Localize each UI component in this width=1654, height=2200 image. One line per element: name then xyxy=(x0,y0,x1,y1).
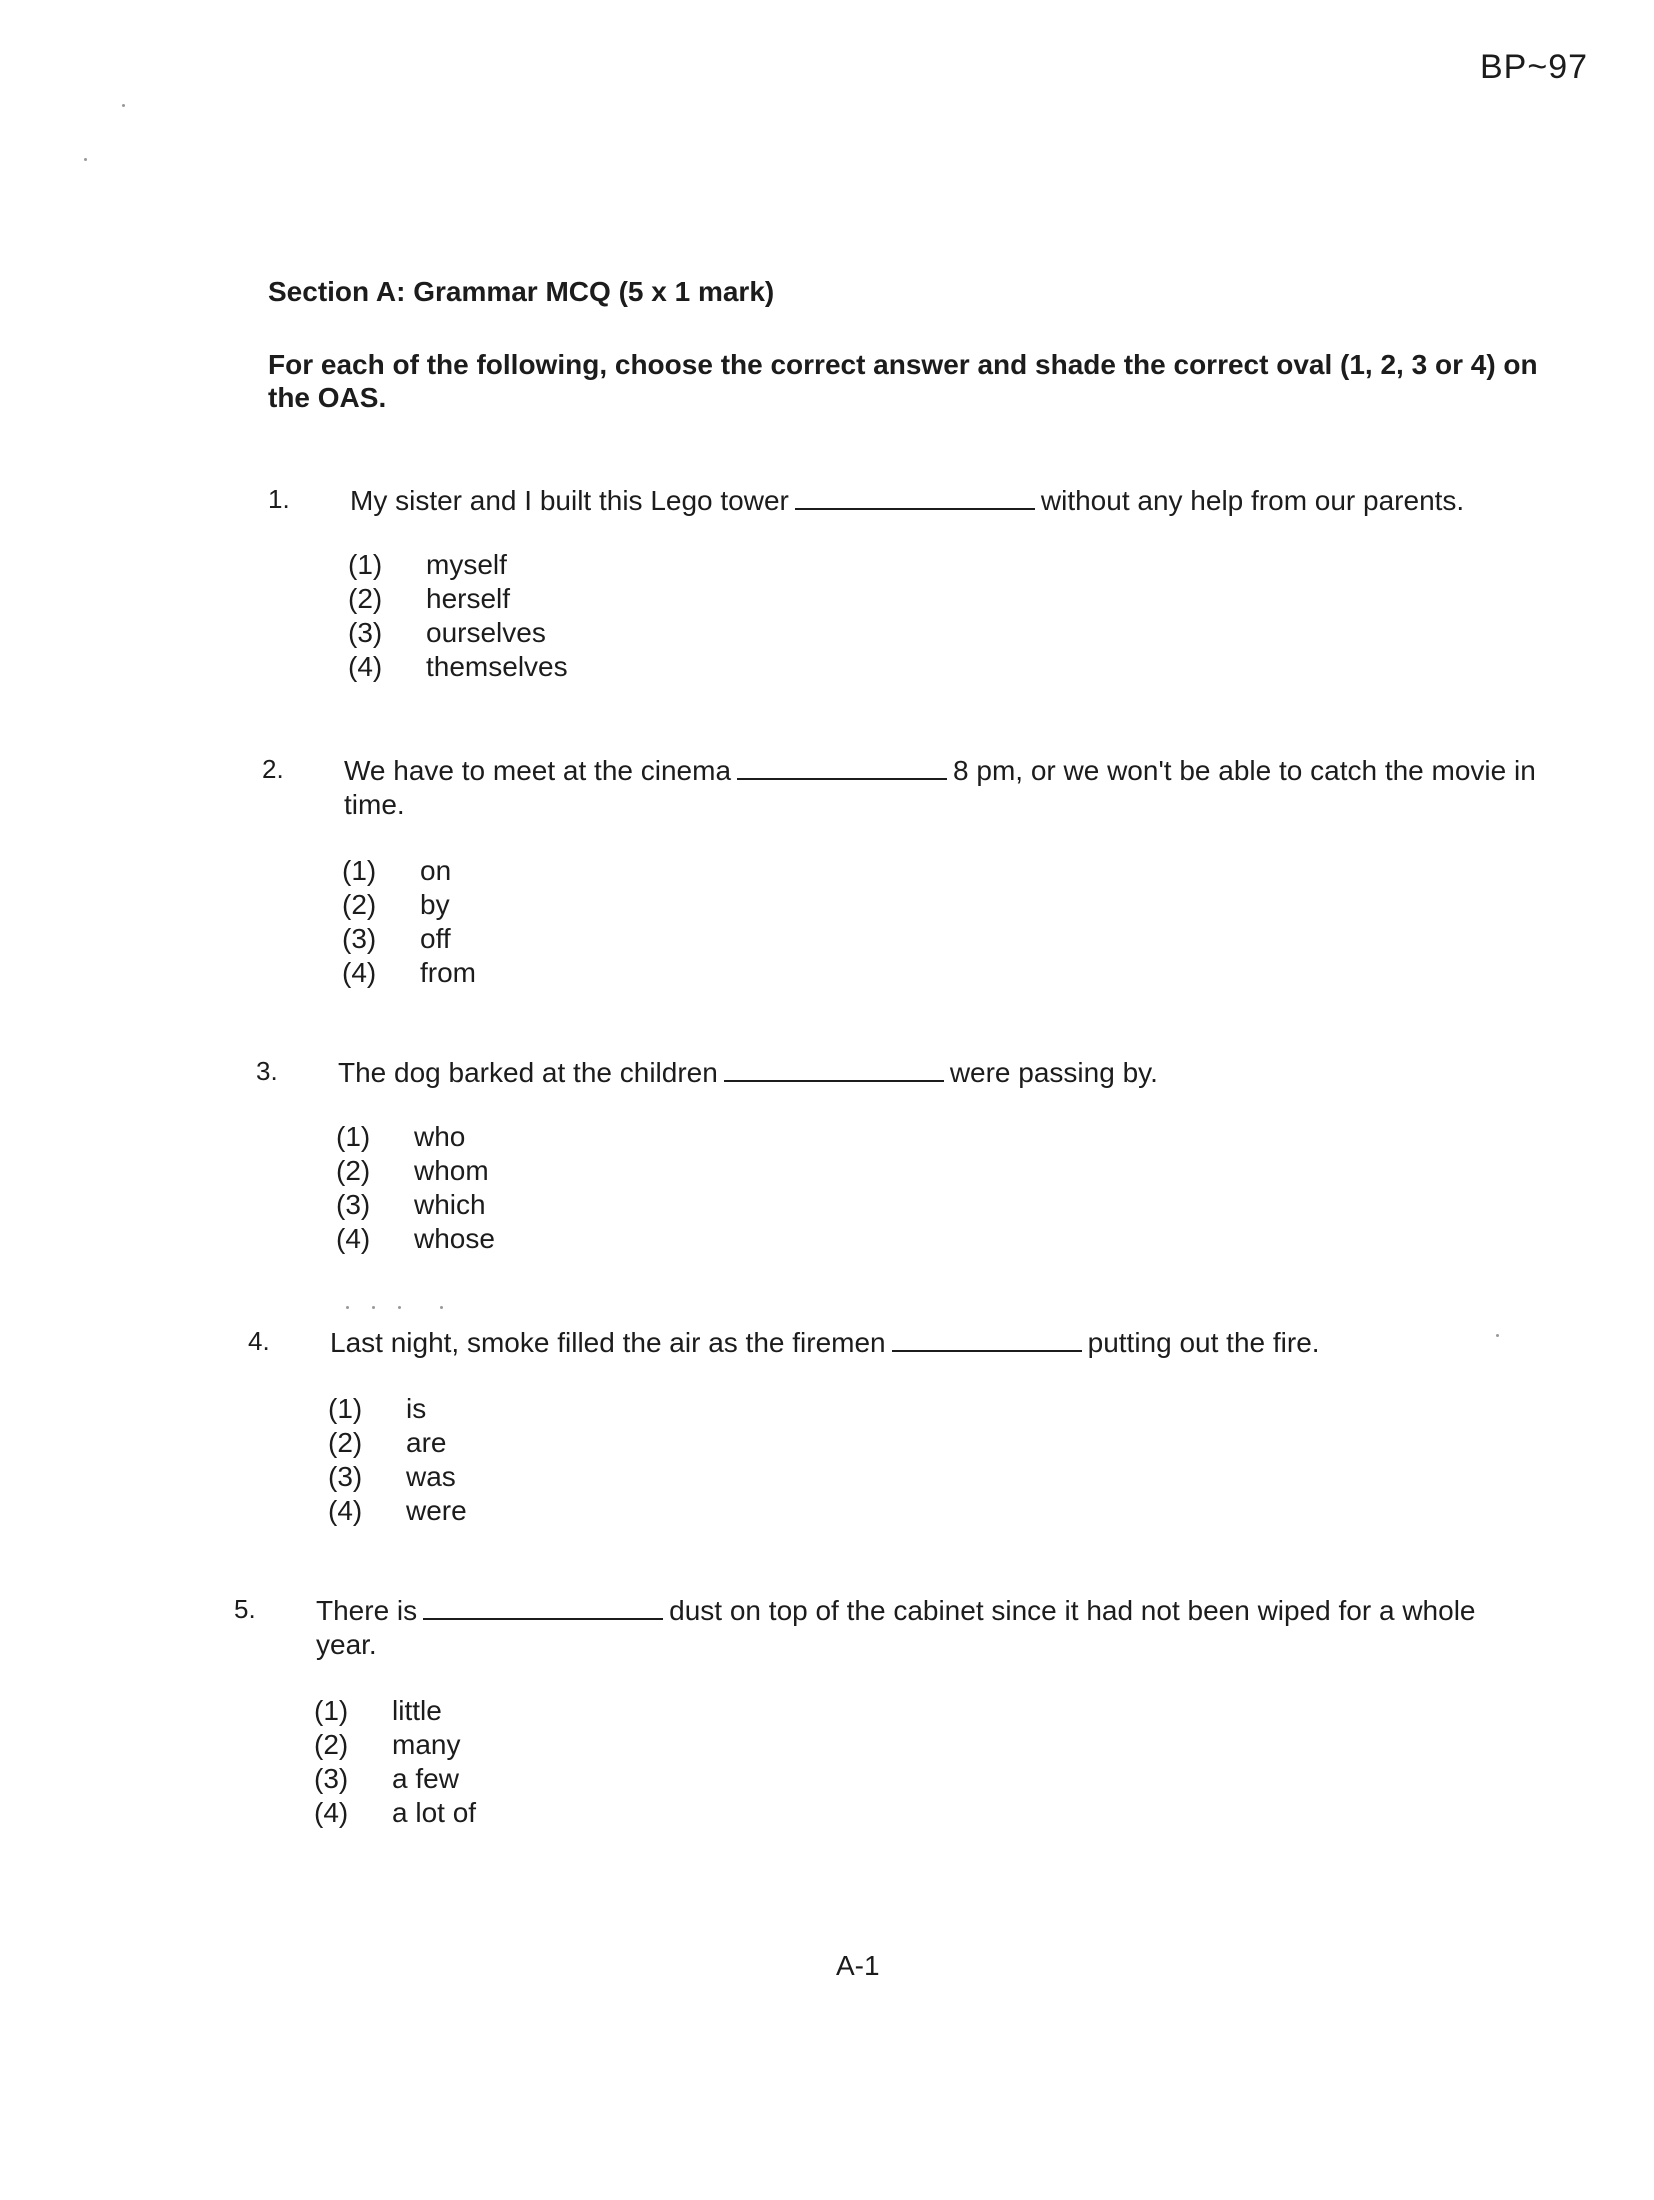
option-3 xyxy=(342,922,476,956)
option-text: a few xyxy=(392,1763,459,1794)
question-text-before: My sister and I built this Lego tower xyxy=(350,485,789,516)
option-4 xyxy=(348,650,568,684)
option-number: (3) xyxy=(328,1461,363,1492)
option-4 xyxy=(336,1222,495,1256)
question-text-before: Last night, smoke filled the air as the firemen xyxy=(330,1327,886,1358)
option-text: was xyxy=(406,1461,456,1492)
question-text-before: We have to meet at the cinema xyxy=(344,755,732,786)
option-2 xyxy=(314,1728,476,1762)
option-number: (4) xyxy=(348,651,383,682)
option-number: (4) xyxy=(328,1495,363,1526)
option-text: a lot of xyxy=(392,1797,477,1828)
options-list xyxy=(342,854,476,990)
option-2 xyxy=(336,1154,495,1188)
option-number: (2) xyxy=(328,1427,363,1458)
options-list xyxy=(314,1694,476,1830)
option-number: (1) xyxy=(314,1695,349,1726)
option-number: (4) xyxy=(314,1797,349,1828)
option-text: many xyxy=(392,1729,461,1760)
section-title: Section A: Grammar MCQ (5 x 1 mark) xyxy=(268,276,775,307)
instructions: For each of the following, choose the correct answer and shade the correct oval (1, 2, 3 or 4) on the OAS. xyxy=(268,349,1538,413)
question-text-after: dust on top of the cabinet since it had not been wiped for a whole year. xyxy=(316,1595,1476,1660)
scan-speck xyxy=(346,1306,349,1309)
option-text: little xyxy=(392,1695,442,1726)
question-text xyxy=(350,484,1550,518)
question-text xyxy=(330,1326,1530,1360)
option-text: herself xyxy=(426,583,511,614)
option-text: ourselves xyxy=(426,617,546,648)
option-2 xyxy=(348,582,568,616)
option-4 xyxy=(314,1796,476,1830)
question-number: 4. xyxy=(248,1326,270,1356)
option-number: (4) xyxy=(336,1223,371,1254)
question-number: 1. xyxy=(268,484,290,514)
option-3 xyxy=(328,1460,467,1494)
answer-blank xyxy=(795,486,1035,510)
answer-blank xyxy=(892,1328,1082,1352)
option-2 xyxy=(328,1426,467,1460)
options-list xyxy=(336,1120,495,1256)
option-text: whom xyxy=(414,1155,489,1186)
question-text-after: without any help from our parents. xyxy=(1040,485,1465,516)
option-number: (1) xyxy=(348,549,383,580)
option-number: (1) xyxy=(342,855,377,886)
option-number: (3) xyxy=(348,617,383,648)
option-1 xyxy=(348,548,568,582)
page-code: BP~97 xyxy=(1480,48,1589,86)
scan-speck xyxy=(122,104,125,107)
question-number: 3. xyxy=(256,1056,278,1086)
option-text: on xyxy=(420,855,452,886)
scan-speck xyxy=(84,158,87,161)
option-number: (3) xyxy=(342,923,377,954)
option-number: (2) xyxy=(336,1155,371,1186)
option-text: themselves xyxy=(426,651,568,682)
option-text: whose xyxy=(414,1223,495,1254)
question-text xyxy=(316,1594,1516,1662)
option-number: (4) xyxy=(342,957,377,988)
option-text: which xyxy=(414,1189,486,1220)
answer-blank xyxy=(724,1058,944,1082)
question-text-after: putting out the fire. xyxy=(1087,1327,1320,1358)
option-4 xyxy=(328,1494,467,1528)
option-text: were xyxy=(406,1495,467,1526)
option-text: who xyxy=(414,1121,466,1152)
question-number: 5. xyxy=(234,1594,256,1624)
option-1 xyxy=(342,854,476,888)
option-3 xyxy=(336,1188,495,1222)
option-text: is xyxy=(406,1393,427,1424)
option-1 xyxy=(336,1120,495,1154)
option-number: (3) xyxy=(314,1763,349,1794)
question-text xyxy=(344,754,1544,822)
question-number: 2. xyxy=(262,754,284,784)
option-4 xyxy=(342,956,476,990)
option-3 xyxy=(314,1762,476,1796)
option-2 xyxy=(342,888,476,922)
page-footer: A-1 xyxy=(836,1950,880,1981)
options-list xyxy=(348,548,568,684)
option-number: (2) xyxy=(342,889,377,920)
option-number: (2) xyxy=(314,1729,349,1760)
option-number: (2) xyxy=(348,583,383,614)
option-text: are xyxy=(406,1427,447,1458)
question-text-before: There is xyxy=(316,1595,418,1626)
option-text: off xyxy=(420,923,451,954)
options-list xyxy=(328,1392,467,1528)
option-text: myself xyxy=(426,549,507,580)
scan-speck xyxy=(440,1306,443,1309)
scan-speck xyxy=(1496,1334,1499,1337)
option-3 xyxy=(348,616,568,650)
question-text-after: 8 pm, or we won't be able to catch the movie in time. xyxy=(344,755,1536,820)
question-text-after: were passing by. xyxy=(949,1057,1158,1088)
option-number: (3) xyxy=(336,1189,371,1220)
scan-speck xyxy=(398,1306,401,1309)
option-number: (1) xyxy=(328,1393,363,1424)
question-text xyxy=(338,1056,1538,1090)
option-number: (1) xyxy=(336,1121,371,1152)
scan-speck xyxy=(372,1306,375,1309)
answer-blank xyxy=(737,756,947,780)
option-1 xyxy=(328,1392,467,1426)
question-text-before: The dog barked at the children xyxy=(338,1057,718,1088)
answer-blank xyxy=(423,1596,663,1620)
option-text: from xyxy=(420,957,476,988)
option-text: by xyxy=(420,889,450,920)
option-1 xyxy=(314,1694,476,1728)
